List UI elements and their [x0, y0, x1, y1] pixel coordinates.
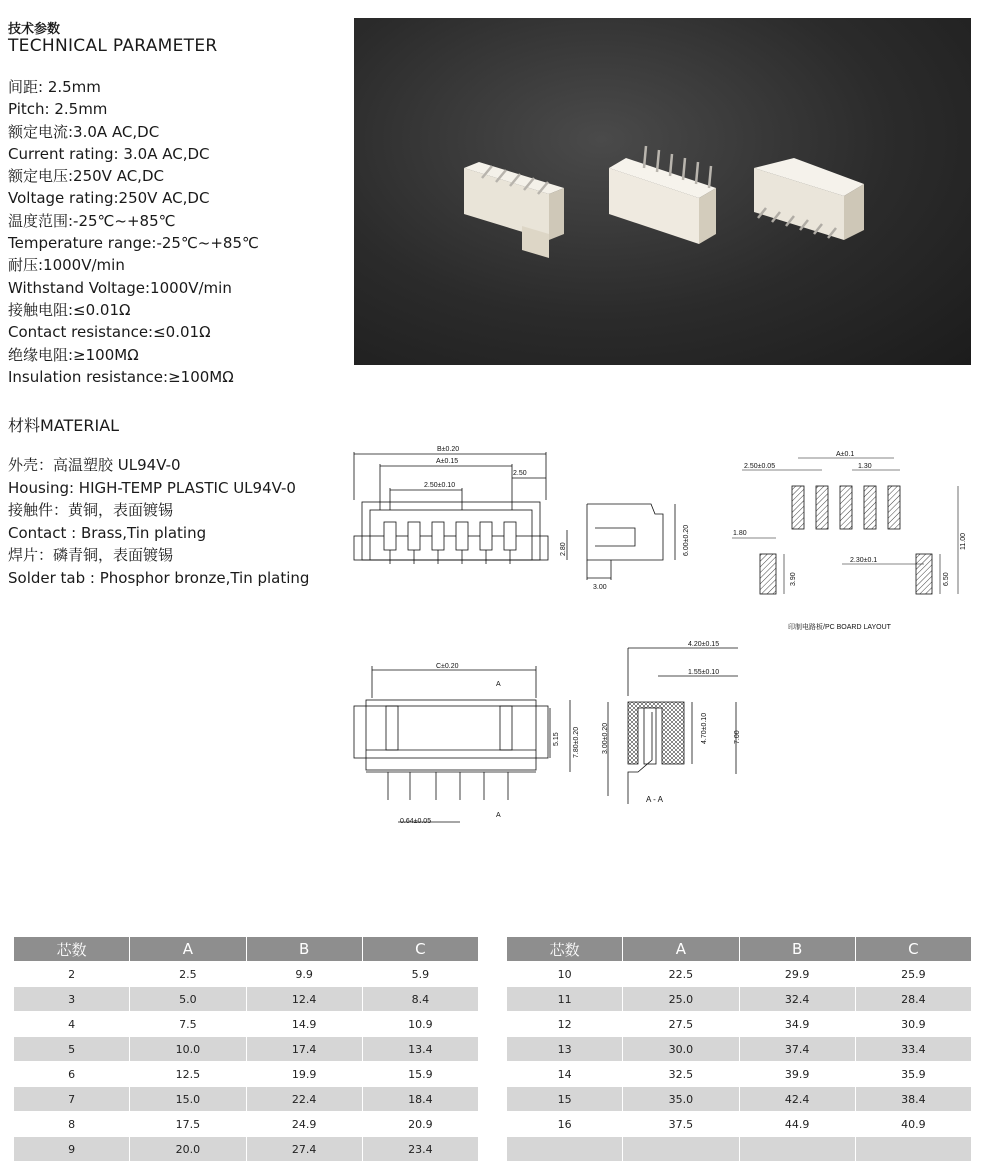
- table-row: [507, 962, 972, 987]
- table-cell: 12.5: [130, 1062, 246, 1087]
- table-header-cell: 芯数: [507, 937, 623, 962]
- table-row: [507, 1087, 972, 1112]
- table-cell: 17.4: [246, 1037, 362, 1062]
- table-cell: 23.4: [362, 1137, 478, 1162]
- table-cell: [855, 1137, 971, 1162]
- material-item: 接触件：黄铜，表面镀锡: [8, 501, 174, 519]
- table-header-cell: A: [623, 937, 739, 962]
- table-row: [14, 1137, 479, 1162]
- pcb-dim-3-90: 3.90: [790, 572, 797, 586]
- table-cell: 12: [507, 1012, 623, 1037]
- table-cell: 18.4: [362, 1087, 478, 1112]
- table-cell: 7: [14, 1087, 130, 1112]
- table-cell: 22.5: [623, 962, 739, 987]
- spec-list: [8, 76, 259, 388]
- table-cell: 34.9: [739, 1012, 855, 1037]
- table-row: [507, 1137, 972, 1162]
- table-cell: 20.0: [130, 1137, 246, 1162]
- table-row: [507, 1012, 972, 1037]
- table-cell: 39.9: [739, 1062, 855, 1087]
- dim-7-80: 7.80±0.20: [573, 726, 580, 758]
- table-row: [14, 962, 479, 987]
- table-row: [507, 987, 972, 1012]
- front-view-drawing: [350, 440, 550, 595]
- table-cell: 5.9: [362, 962, 478, 987]
- table-cell: 27.5: [623, 1012, 739, 1037]
- table-cell: 25.9: [855, 962, 971, 987]
- dim-pitch: 2.50±0.10: [424, 482, 456, 489]
- table-cell: 28.4: [855, 987, 971, 1012]
- table-cell: 37.4: [739, 1037, 855, 1062]
- material-item: Contact : Brass,Tin plating: [8, 523, 207, 542]
- table-cell: 4: [14, 1012, 130, 1037]
- spec-item: Pitch: 2.5mm: [8, 100, 108, 119]
- pcb-dim-1-30: 1.30: [858, 463, 872, 470]
- dim-6-00: 6.00±0.20: [683, 524, 690, 556]
- material-item: 外壳：高温塑胶 UL94V-0: [8, 456, 181, 474]
- table-cell: 2: [14, 962, 130, 987]
- title-en: TECHNICAL PARAMETER: [8, 36, 218, 56]
- table-cell: 22.4: [246, 1087, 362, 1112]
- connector-illustration-1: [464, 162, 564, 258]
- side-view-drawing: [555, 500, 705, 595]
- table-cell: 25.0: [623, 987, 739, 1012]
- table-cell: 10.0: [130, 1037, 246, 1062]
- table-cell: 19.9: [246, 1062, 362, 1087]
- table-cell: 30.9: [855, 1012, 971, 1037]
- table-cell: [739, 1137, 855, 1162]
- dim-5-15: 5.15: [553, 732, 560, 746]
- section-mark-bottom: A: [496, 812, 501, 819]
- table-cell: 14: [507, 1062, 623, 1087]
- table-cell: 42.4: [739, 1087, 855, 1112]
- table-row: [507, 1112, 972, 1137]
- table-cell: 24.9: [246, 1112, 362, 1137]
- spec-item: Withstand Voltage:1000V/min: [8, 278, 232, 297]
- table-cell: 14.9: [246, 1012, 362, 1037]
- table-cell: 15: [507, 1087, 623, 1112]
- table-cell: 5: [14, 1037, 130, 1062]
- table-cell: [623, 1137, 739, 1162]
- table-header-cell: C: [855, 937, 971, 962]
- table-header-cell: B: [246, 937, 362, 962]
- table-cell: 8: [14, 1112, 130, 1137]
- table-cell: 12.4: [246, 987, 362, 1012]
- spec-item: Current rating: 3.0A AC,DC: [8, 144, 210, 163]
- table-header-cell: A: [130, 937, 246, 962]
- dim-a: A±0.15: [436, 458, 459, 465]
- table-cell: 32.4: [739, 987, 855, 1012]
- table-header-row: [14, 937, 479, 962]
- material-list: [8, 454, 309, 589]
- section-label: A - A: [646, 795, 663, 804]
- table-cell: 16: [507, 1112, 623, 1137]
- pcb-dim-6-50: 6.50: [943, 572, 950, 586]
- pcb-caption: 印制电路板/PC BOARD LAYOUT: [788, 624, 891, 631]
- table-row: [14, 1087, 479, 1112]
- table-cell: 27.4: [246, 1137, 362, 1162]
- table-cell: 40.9: [855, 1112, 971, 1137]
- table-row: [14, 1062, 479, 1087]
- pcb-dim-11-00: 11.00: [960, 533, 967, 550]
- dimension-table-right: [506, 936, 972, 1162]
- table-cell: 2.5: [130, 962, 246, 987]
- spec-item: 温度范围:-25℃~+85℃: [8, 211, 176, 230]
- table-row: [14, 1112, 479, 1137]
- pcb-dim-2-30: 2.30±0.1: [850, 557, 878, 564]
- table-cell: 5.0: [130, 987, 246, 1012]
- spec-item: Insulation resistance:≥100MΩ: [8, 367, 234, 386]
- dim-c: C±0.20: [436, 663, 459, 670]
- material-item: Housing: HIGH-TEMP PLASTIC UL94V-0: [8, 478, 296, 497]
- table-row: [14, 987, 479, 1012]
- pcb-dim-1-80: 1.80: [733, 530, 747, 537]
- pcb-dim-a: A±0.1: [836, 451, 855, 458]
- sec-dim-4-70: 4.70±0.10: [701, 712, 708, 744]
- spec-item: Voltage rating:250V AC,DC: [8, 189, 210, 208]
- spec-item: 间距: 2.5mm: [8, 78, 101, 96]
- sec-dim-1-55: 1.55±0.10: [688, 669, 720, 676]
- dim-2-80: 2.80: [560, 542, 567, 556]
- section-view-drawing: [598, 636, 748, 811]
- table-row: [14, 1037, 479, 1062]
- dimension-table-left: [13, 936, 479, 1162]
- spec-item: Temperature range:-25℃~+85℃: [8, 234, 259, 253]
- table-row: [507, 1062, 972, 1087]
- table-cell: 7.5: [130, 1012, 246, 1037]
- title-cn: 技术参数: [8, 22, 61, 37]
- table-header-cell: B: [739, 937, 855, 962]
- spec-item: Contact resistance:≤0.01Ω: [8, 323, 211, 342]
- product-photo-art: [354, 18, 971, 365]
- table-cell: 29.9: [739, 962, 855, 987]
- table-cell: 44.9: [739, 1112, 855, 1137]
- table-cell: 9.9: [246, 962, 362, 987]
- sec-dim-7-00: 7.00: [734, 730, 741, 744]
- dim-0-64: 0.64±0.05: [400, 818, 432, 825]
- table-cell: [507, 1137, 623, 1162]
- table-cell: 8.4: [362, 987, 478, 1012]
- table-cell: 10: [507, 962, 623, 987]
- bottom-front-drawing: [350, 660, 580, 830]
- pcb-dim-pitch: 2.50±0.05: [744, 463, 776, 470]
- dim-3-00: 3.00: [593, 584, 607, 591]
- table-cell: 9: [14, 1137, 130, 1162]
- connector-illustration-2: [609, 146, 716, 244]
- sec-dim-3-00: 3.00±0.20: [602, 722, 609, 754]
- table-cell: 13: [507, 1037, 623, 1062]
- pcb-layout-drawing: [728, 446, 968, 636]
- table-header-cell: C: [362, 937, 478, 962]
- material-item: Solder tab : Phosphor bronze,Tin plating: [8, 568, 310, 587]
- table-cell: 17.5: [130, 1112, 246, 1137]
- table-cell: 13.4: [362, 1037, 478, 1062]
- table-cell: 15.9: [362, 1062, 478, 1087]
- table-cell: 3: [14, 987, 130, 1012]
- spec-item: 绝缘电阻:≥100MΩ: [8, 345, 139, 364]
- table-cell: 6: [14, 1062, 130, 1087]
- table-cell: 33.4: [855, 1037, 971, 1062]
- table-cell: 35.9: [855, 1062, 971, 1087]
- material-title: 材料MATERIAL: [8, 416, 120, 435]
- section-mark-top: A: [496, 681, 501, 688]
- spec-item: 额定电压:250V AC,DC: [8, 167, 164, 186]
- spec-item: 额定电流:3.0A AC,DC: [8, 122, 160, 141]
- table-cell: 20.9: [362, 1112, 478, 1137]
- table-cell: 38.4: [855, 1087, 971, 1112]
- table-header-cell: 芯数: [14, 937, 130, 962]
- table-cell: 32.5: [623, 1062, 739, 1087]
- material-item: 焊片：磷青铜，表面镀锡: [8, 546, 174, 564]
- dim-2-50: 2.50: [513, 470, 527, 477]
- table-cell: 11: [507, 987, 623, 1012]
- table-cell: 10.9: [362, 1012, 478, 1037]
- sec-dim-4-20: 4.20±0.15: [688, 641, 720, 648]
- table-header-row: [507, 937, 972, 962]
- table-cell: 37.5: [623, 1112, 739, 1137]
- table-cell: 35.0: [623, 1087, 739, 1112]
- table-row: [14, 1012, 479, 1037]
- dim-b: B±0.20: [437, 446, 460, 453]
- spec-item: 耐压:1000V/min: [8, 256, 125, 275]
- table-cell: 15.0: [130, 1087, 246, 1112]
- table-cell: 30.0: [623, 1037, 739, 1062]
- spec-item: 接触电阻:≤0.01Ω: [8, 300, 131, 319]
- connector-illustration-3: [754, 158, 864, 240]
- table-row: [507, 1037, 972, 1062]
- product-photo: [354, 18, 971, 365]
